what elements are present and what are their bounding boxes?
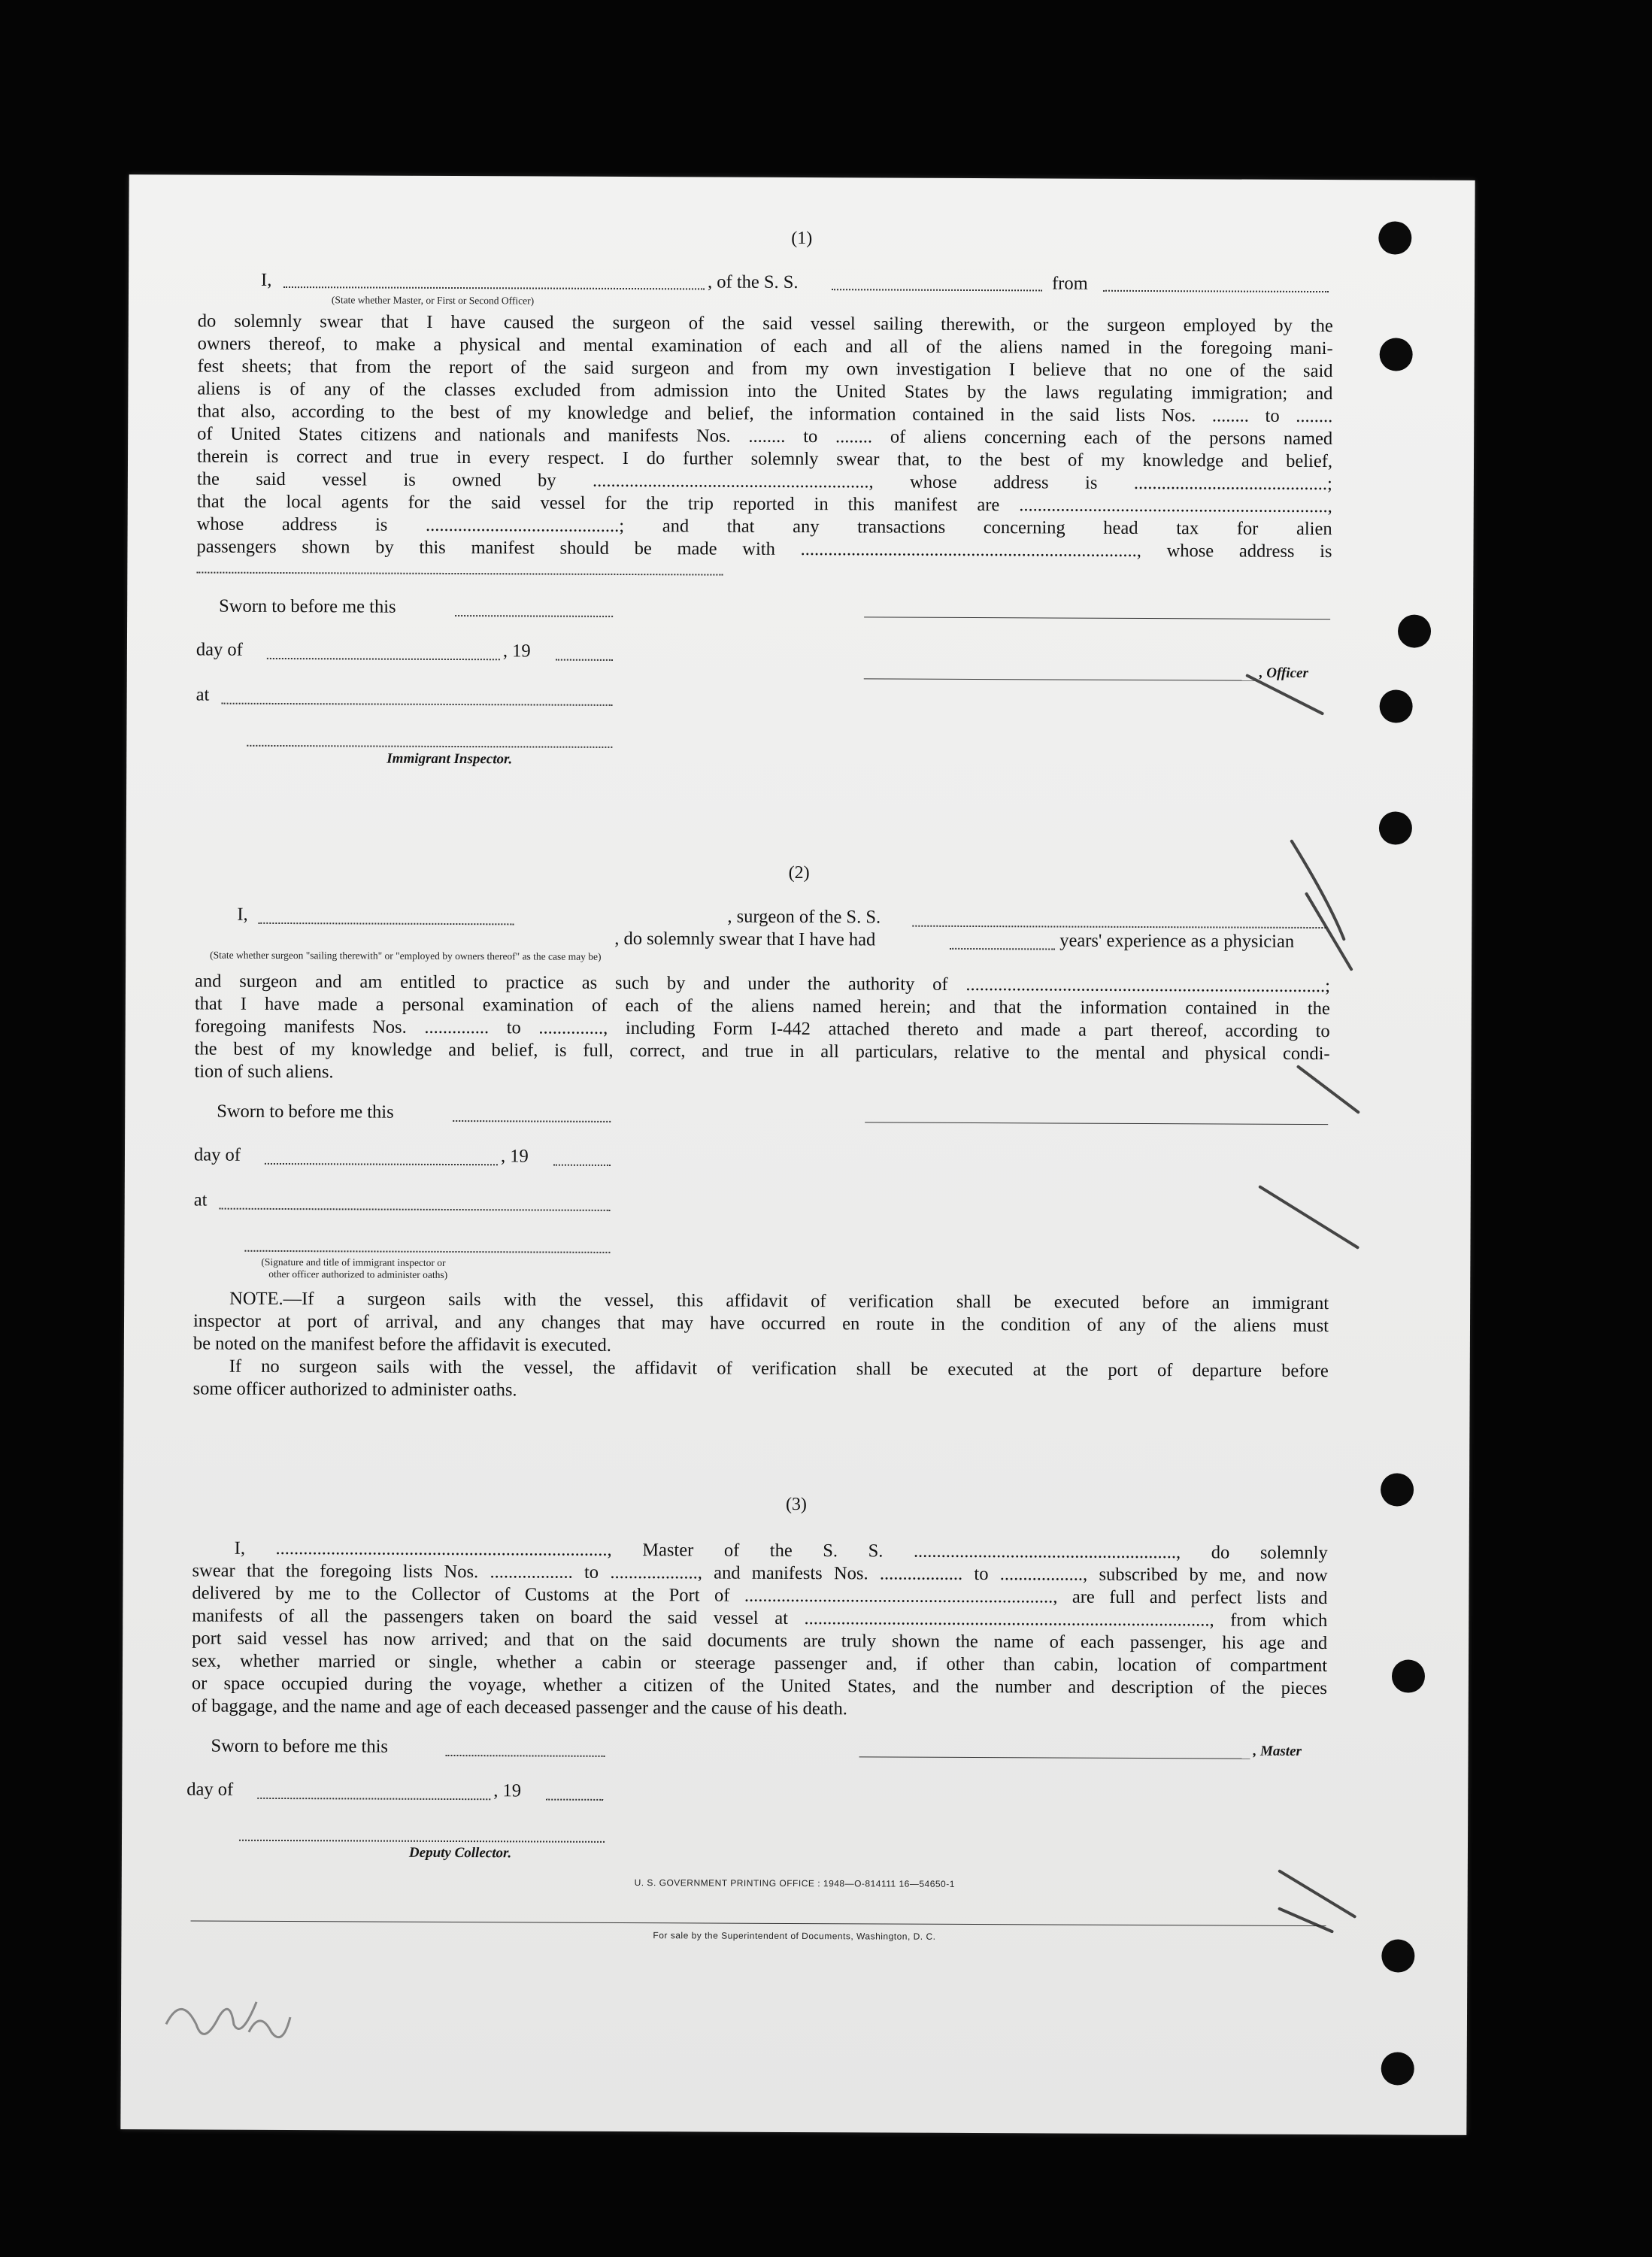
section-2-line: that I have made a personal examination of each of the aliens named herein; and that the information contained in the [194,993,1330,1019]
officer-label: , Officer [1259,665,1308,681]
day-of-label: day of [186,1779,234,1800]
surgeon-caption: (State whether surgeon "sailing therewith" or "employed by owners thereof" as the case may be) [210,949,602,962]
officer-caption: (State whether Master, or First or Second Officer) [331,294,535,307]
manifest-back-page [120,174,1475,2135]
section-3-line: of baggage, and the name and age of each deceased passenger and the cause of his death. [191,1695,847,1719]
handwritten-check-marks [120,174,1475,2135]
deputy-collector-label: Deputy Collector. [408,1844,512,1862]
section-2-line: and surgeon and am entitled to practice as such by and under the authority of ..............................................................................; [194,971,1331,997]
section-1-of-ss: , of the S. S. [708,271,799,292]
section-2-i: I, [237,904,248,925]
note-line: some officer authorized to administer oaths. [192,1378,517,1401]
section-1-line: aliens is of any of the classes excluded from admission into the United States by the laws regulating immigration; and [197,378,1333,404]
immigrant-inspector-label: Immigrant Inspector. [386,750,513,768]
section-2-line: foregoing manifests Nos. .............. to .............., including Form I-442 attached thereto and made a part thereof, according to [194,1016,1330,1042]
day-of-label: day of [196,639,243,660]
section-3-line: delivered by me to the Collector of Customs at the Port of ..................................................................., are full and perfect lists and [192,1583,1328,1609]
year-label: , 19 [502,641,531,662]
section-1-line: owners thereof, to make a physical and mental examination of each and all of the aliens named in the foregoing mani- [197,333,1333,359]
section-3-line: sex, whether married or single, whether a cabin or steerage passenger and, if other than cabin, location of compartment [191,1650,1328,1677]
section-2-line: tion of such aliens. [194,1061,334,1083]
section-2-years: years' experience as a physician [1059,930,1295,952]
section-1-line: passengers shown by this manifest should be made with ........................................................................., whose address is [196,536,1332,562]
note-line: be noted on the manifest before the affidavit is executed. [192,1333,611,1356]
section-2-do-swear: , do solemnly swear that I have had [614,928,876,950]
at-label: at [193,1189,208,1210]
section-1-line: do solemnly swear that I have caused the surgeon of the said vessel sailing therewith, or the surgeon employed by the [197,311,1333,337]
day-of-label: day of [193,1144,241,1165]
section-1-line: that also, according to the best of my knowledge and belief, the information contained in the said lists Nos. ........ to ........ [197,401,1333,427]
for-sale-imprint: For sale by the Superintendent of Documents, Washington, D. C. [653,1930,936,1942]
note-line: inspector at port of arrival, and any changes that may have occurred en route in the condition of any of the aliens must [192,1310,1329,1337]
section-2-number: (2) [788,862,810,883]
signature-caption: (Signature and title of immigrant inspector or [261,1256,446,1268]
section-3-number: (3) [785,1494,808,1515]
section-3-line: I, ........................................................................, Master of the S. S. ........................................................., do solemnly [234,1537,1328,1564]
section-1-line: the said vessel is owned by ............................................................, whose address is ..........................................; [196,468,1332,495]
section-1-line: of United States citizens and nationals and manifests Nos. ........ to ........ of aliens concerning each of the persons named [197,423,1333,450]
section-3-line: or space occupied during the voyage, whether a citizen of the United States, and the number and description of the pieces [191,1673,1327,1699]
note-line: NOTE.—If a surgeon sails with the vessel, this affidavit of verification shall be executed before an immigrant [229,1288,1329,1314]
section-1-line: whose address is ..........................................; and that any transactions concerning head tax for alien [196,514,1332,540]
section-1-from: from [1052,273,1088,294]
sworn-label: Sworn to before me this [219,595,396,617]
signature-caption: other officer authorized to administer oaths) [268,1268,448,1280]
at-label: at [196,684,210,705]
section-3-line: swear that the foregoing lists Nos. .................. to ..................., and manifests Nos. .................. to .................., subscribed by me, and now [192,1560,1328,1586]
section-3-line: port said vessel has now arrived; and that on the said documents are truly shown the name of each passenger, his age and [192,1628,1328,1654]
sworn-label: Sworn to before me this [211,1735,389,1757]
section-1-i: I, [261,269,272,290]
section-1-line: fest sheets; that from the report of the said surgeon and from my own investigation I believe that no one of the said [197,356,1333,382]
year-label: , 19 [500,1146,529,1167]
section-1-line: therein is correct and true in every respect. I do further solemnly swear that, to the best of my knowledge and belief, [196,446,1333,472]
master-label: , Master [1253,1743,1302,1759]
section-2-line: the best of my knowledge and belief, is full, correct, and true in all particulars, relative to the mental and physical condi- [194,1038,1330,1065]
section-2-surgeon-of: , surgeon of the S. S. [727,906,881,928]
printing-office-imprint: U. S. GOVERNMENT PRINTING OFFICE : 1948—O-814111 16—54650-1 [634,1877,955,1889]
section-1-line: that the local agents for the said vessel for the trip reported in this manifest are ..................................................................., [196,491,1332,517]
note-line: If no surgeon sails with the vessel, the affidavit of verification shall be executed at the port of departure before [229,1356,1329,1382]
section-1-number: (1) [791,228,813,249]
year-label: , 19 [493,1780,522,1801]
sworn-label: Sworn to before me this [217,1101,394,1122]
section-3-line: manifests of all the passengers taken on board the said vessel at ........................................................................................, from which [192,1605,1328,1631]
